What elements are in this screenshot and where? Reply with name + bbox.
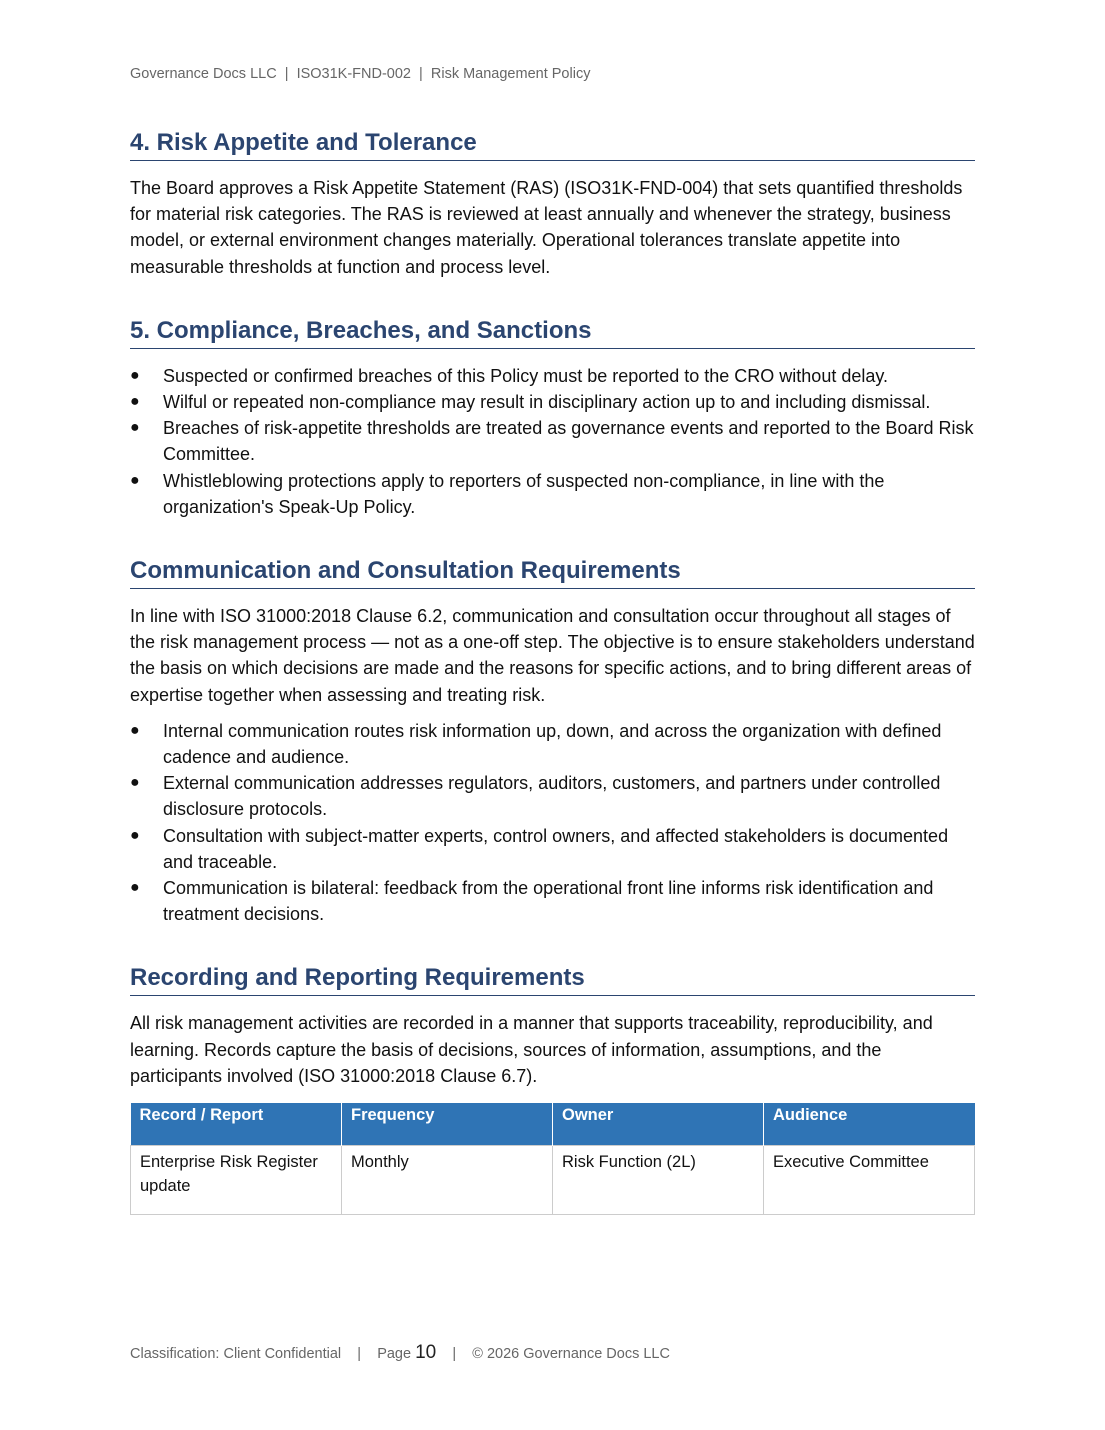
- classification-label: Classification: Client Confidential: [130, 1346, 342, 1362]
- records-table: [130, 1103, 975, 1215]
- page-label: Page: [377, 1346, 412, 1362]
- list-item-text: Wilful or repeated non-compliance may result in disciplinary action up to and including dismissal.: [163, 392, 931, 413]
- list-item: [130, 468, 975, 520]
- section-communication: [130, 556, 975, 927]
- list-item: [130, 823, 975, 875]
- column-header: Owner: [553, 1103, 764, 1146]
- bullet-icon: ●: [130, 774, 140, 792]
- list-item-text: Breaches of risk-appetite thresholds are treated as governance events and reported to the Board Risk Committee.: [163, 418, 974, 465]
- table-cell: Executive Committee: [764, 1146, 975, 1215]
- column-header: Audience: [764, 1103, 975, 1146]
- list-item-text: Communication is bilateral: feedback from the operational front line informs risk identification and treatment decisions.: [163, 878, 934, 925]
- list-item: [130, 770, 975, 822]
- bullet-icon: ●: [130, 419, 140, 437]
- list-item-text: External communication addresses regulators, auditors, customers, and partners under controlled disclosure protocols.: [163, 773, 941, 820]
- section-recording: [130, 963, 975, 1215]
- list-item: [130, 415, 975, 467]
- list-item: [130, 389, 975, 415]
- list-item-text: Internal communication routes risk information up, down, and across the organization with defined cadence and audience.: [163, 720, 942, 768]
- list-item-text: Suspected or confirmed breaches of this Policy must be reported to the CRO without delay.: [163, 365, 889, 386]
- list-item: [130, 718, 975, 770]
- section-heading: Recording and Reporting Requirements: [130, 963, 975, 996]
- table-cell: Monthly: [342, 1146, 553, 1215]
- page-number: 10: [415, 1342, 437, 1363]
- section-heading: 5. Compliance, Breaches, and Sanctions: [130, 316, 975, 349]
- column-header: Record / Report: [131, 1103, 342, 1146]
- section-risk-appetite: [130, 128, 975, 280]
- bullet-icon: ●: [130, 879, 140, 897]
- list-item: [130, 363, 975, 389]
- list-item-text: Whistleblowing protections apply to reporters of suspected non-compliance, in line with the organization's Speak-Up Policy.: [163, 470, 885, 517]
- bullet-icon: ●: [130, 471, 140, 489]
- table-cell: Risk Function (2L): [553, 1146, 764, 1215]
- list-item-text: Consultation with subject-matter experts, control owners, and affected stakeholders is documented and traceable.: [163, 825, 949, 872]
- table-cell: Enterprise Risk Register update: [131, 1146, 342, 1215]
- page-footer: [130, 1342, 670, 1364]
- column-header: Frequency: [342, 1103, 553, 1146]
- bullet-icon: ●: [130, 393, 140, 411]
- bullet-list: [130, 363, 975, 520]
- bullet-icon: ●: [130, 366, 140, 384]
- table-header-row: [131, 1103, 975, 1146]
- list-item: [130, 875, 975, 927]
- running-header: Governance Docs LLC | ISO31K-FND-002 | Risk Management Policy: [130, 66, 591, 82]
- section-compliance: [130, 316, 975, 520]
- section-paragraph: All risk management activities are recorded in a manner that supports traceability, reproducibility, and learning. Records capture the basis of decisions, sources of information, assumptions, and the participants involved (ISO 31000:2018 Clause 6.7).: [130, 1013, 933, 1086]
- section-heading: 4. Risk Appetite and Tolerance: [130, 128, 975, 161]
- copyright-text: © 2026 Governance Docs LLC: [472, 1346, 670, 1362]
- section-heading: Communication and Consultation Requirements: [130, 556, 975, 589]
- footer-separator: |: [357, 1346, 362, 1362]
- section-paragraph: In line with ISO 31000:2018 Clause 6.2, communication and consultation occur throughout all stages of the risk management process — not as a one-off step. The objective is to ensure stakeholders understand the basis on which decisions are made and the reasons for specific actions, and to bring different areas of expertise together when assessing and treating risk.: [130, 606, 975, 705]
- bullet-icon: ●: [130, 721, 140, 739]
- bullet-list: [130, 718, 975, 928]
- footer-separator: |: [452, 1346, 457, 1362]
- bullet-icon: ●: [130, 826, 140, 844]
- page-content: [130, 128, 975, 1215]
- table-row: [131, 1146, 975, 1215]
- section-paragraph: The Board approves a Risk Appetite Statement (RAS) (ISO31K-FND-004) that sets quantified thresholds for material risk categories. The RAS is reviewed at least annually and whenever the strategy, business model, or external environment changes materially. Operational tolerances translate appetite into measurable thresholds at function and process level.: [130, 178, 963, 277]
